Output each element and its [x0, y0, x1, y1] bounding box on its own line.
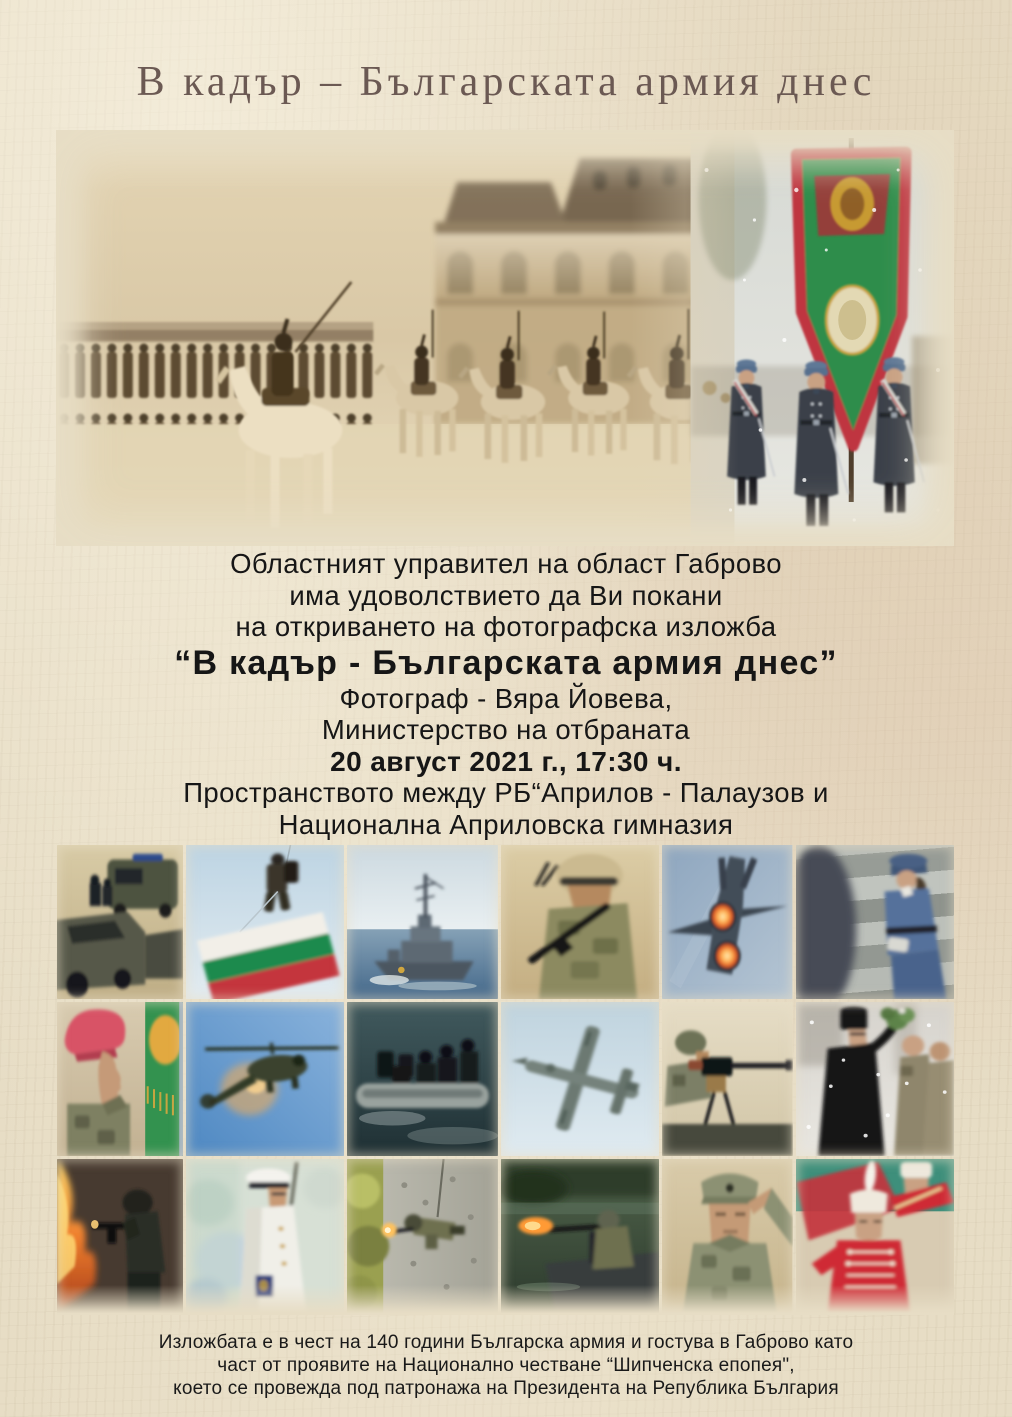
collage-photo-boat-team [347, 1002, 498, 1156]
footer-text [0, 1332, 1012, 1400]
collage-photo-navy-cadet [186, 1159, 344, 1313]
collage-photo-red-guards [796, 1159, 954, 1313]
collage-photo-lake-gunner [501, 1159, 659, 1313]
parade-ground [56, 424, 715, 546]
collage-photo-machine-gunner [662, 1002, 792, 1156]
footer-line: което се провежда под патронажа на Президента на Република България [173, 1377, 839, 1399]
invitation-text [0, 548, 1012, 840]
hero-montage-art [56, 130, 954, 546]
hero-montage [56, 130, 954, 546]
collage-photo-fire-assault [57, 1159, 183, 1313]
location-line: Национална Априловска гимназия [278, 808, 734, 840]
collage-photo-su25 [501, 1002, 659, 1156]
invitation-line: на откриването на фотографска изложба [235, 611, 777, 642]
invitation-line: има удоволствието да Ви покани [289, 579, 723, 611]
collage-photo-helicopter [186, 1002, 344, 1156]
footer-line: Изложбата е в чест на 140 години Българска армия и гостува в Габрово като [158, 1332, 854, 1353]
collage-photo-warship [347, 845, 498, 999]
datetime-line: 20 август 2021 г., 17:30 ч. [330, 745, 682, 777]
collage-photo-rappelling [347, 1159, 498, 1313]
modern-honor-guard-photo [691, 130, 954, 546]
collage-photo-saluting-general [662, 1159, 792, 1313]
crowd-of-soldiers [56, 322, 373, 424]
collage-photo-paratrooper-flag [186, 845, 344, 999]
collage-photo-priest-blessing [796, 1002, 954, 1156]
collage-photo-armored-vehicles [57, 845, 183, 999]
collage-photo-mig29-afterburners [662, 845, 792, 999]
collage-photo-desert-soldier [501, 845, 659, 999]
collage-photo-officer-stairs [796, 845, 954, 999]
organization-line: Министерство на отбраната [321, 714, 691, 745]
collage-photo-pink-beret [57, 1002, 183, 1156]
photographer-line: Фотограф - Вяра Йовева, [339, 682, 673, 714]
photo-collage [57, 845, 954, 1313]
location-line: Пространството между РБ“Априлов - Палаузов и [183, 777, 829, 808]
exhibition-title: “В кадър - Българската армия днес” [174, 643, 838, 682]
invitation-line: Областният управител на област Габрово [230, 548, 782, 579]
footer-line: част от проявите на Национално честване “Шипченска епопея", [217, 1354, 795, 1376]
page-title: В кадър – Българската армия днес [136, 59, 876, 105]
